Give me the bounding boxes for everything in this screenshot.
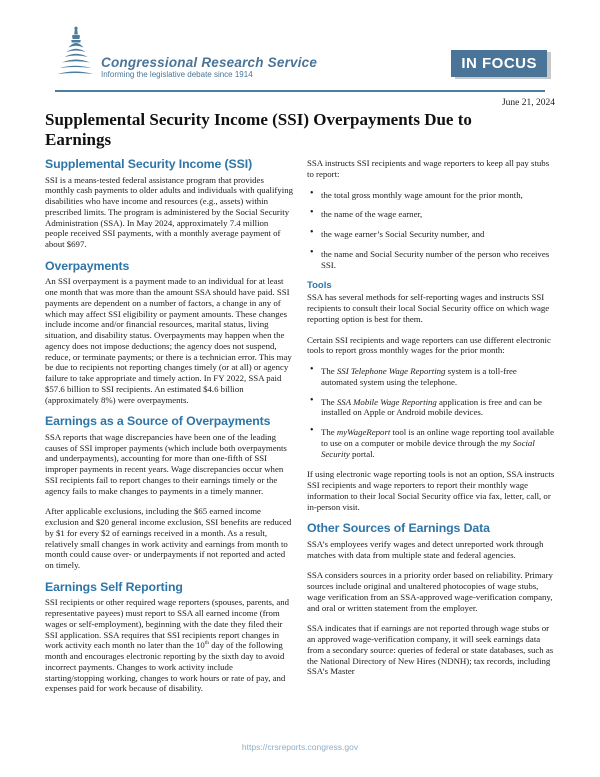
text-run: After applicable exclusions, including the $65 earned income exclusion and $20 general income exclusion, SSI benefits are reduced by $1 for every $2 of earnings received in a month. As a result, relatively small changes in work activity and earnings from month to month could cause over- or underpayments if not reported and acted on timely. (45, 506, 292, 570)
text-run: An SSI overpayment is a payment made to an individual for at least one month that was more than the amount SSA should have paid. SSI payments are dependent on a number of factors, a change in any of which may affect SSI eligibility or payment amounts. These changes include income and/or financial resources, marital status, living situation, and disability status. Overpayments may happen when the agency does not impose deductions; the agency does not suspend, reduce, or terminate payments; or there is a technician error. This may be due to recipients not reporting changes timely (or at all) or agency failure to take appropriate and timely action. In FY 2022, SSA paid $57.6 billion to SSI recipients. An estimated $4.6 billion (approximately 8%) were overpayments. (45, 276, 292, 405)
text-run: The (321, 396, 337, 407)
paragraph (45, 506, 293, 571)
paragraph (307, 335, 555, 357)
text-run: SSI recipients or other required wage reporters (spouses, parents, and representative payees) must report to SSA all earned income (from wages or self-employment), beginning with the date they filed their SSI application. SSA requires that SSI recipients report changes in work activity each month no later than the 10 (45, 597, 290, 651)
body-columns (45, 158, 555, 704)
paragraph (45, 432, 293, 497)
document-date: June 21, 2024 (501, 98, 555, 108)
page-title: Supplemental Security Income (SSI) Overpayments Due to Earnings (45, 110, 472, 149)
paragraph (307, 469, 555, 512)
text-run: SSA’s employees verify wages and detect unreported work through matches with data from multiple state and federal agencies. (307, 538, 544, 560)
paragraph (307, 158, 555, 180)
paragraph (45, 597, 293, 694)
bullet-list (307, 190, 555, 271)
crs-logo (55, 26, 317, 83)
org-tagline: Informing the legislative debate since 1914 (101, 70, 253, 79)
section-heading: Supplemental Security Income (SSI) (45, 157, 253, 171)
bullet-list (307, 366, 555, 459)
text-run: the total gross monthly wage amount for the prior month, (321, 189, 523, 200)
text-run: application is free and can be installed on Apple or Android mobile devices. (321, 396, 542, 418)
text-run: If using electronic wage reporting tools is not an option, SSA instructs SSI recipients and wage reporters to report their monthly wage information to their local Social Security office via fax, letter, call, or in-person visit. (307, 469, 555, 512)
text-run: myWageReport (336, 427, 391, 437)
bullet-item (307, 397, 555, 419)
paragraph (45, 175, 293, 250)
in-focus-badge: IN FOCUS (451, 50, 547, 77)
text-run: SSA has several methods for self-reporting wages and instructs SSI recipients to consult their local Social Security office on which wage reporting option is best for them. (307, 292, 550, 324)
text-run: tool is an online wage reporting tool available to use on a computer or mobile device through the (321, 427, 554, 448)
section-heading: Earnings Self Reporting (45, 579, 183, 594)
text-run: SSA reports that wage discrepancies have been one of the leading causes of SSI improper payments (which include both overpayments and underpayments), accounting for more than one-fifth of SSI improper payments in recent years. Wage discrepancies occur when SSI recipients fail to report changes to their earnings timely or the agency fails to make changes to payments in a timely manner. (45, 431, 287, 496)
text-run: the name of the wage earner, (321, 209, 423, 220)
column-left (45, 158, 293, 704)
bullet-item (307, 427, 555, 459)
section-heading: Earnings as a Source of Overpayments (45, 414, 271, 429)
paragraph (307, 539, 555, 561)
masthead (45, 26, 555, 83)
paragraph (45, 276, 293, 405)
section-heading: Other Sources of Earnings Data (307, 521, 490, 536)
text-run: th (204, 640, 210, 647)
bullet-item (307, 366, 555, 388)
text-run: Certain SSI recipients and wage reporters can use different electronic tools to report gross monthly wages for the prior month: (307, 334, 551, 356)
header-rule (55, 90, 545, 92)
text-run: SSA considers sources in a priority order based on reliability. Primary sources include original and unaltered photocopies of wage stubs, wage verification from an SSA-approved wage-verification company, and oral or written statement from the employer. (307, 570, 553, 613)
bullet-item (307, 229, 555, 240)
text-run: SSI Telephone Wage Reporting (336, 366, 446, 376)
column-right (307, 158, 555, 687)
text-run: system is a toll-free automated system using the telephone. (321, 366, 517, 387)
section-heading: Tools (307, 280, 332, 292)
org-name: Congressional Research Service (101, 55, 318, 70)
bullet-item (307, 249, 555, 271)
bullet-item (307, 209, 555, 220)
text-run: The (321, 427, 337, 437)
text-run: SSA indicates that if earnings are not reported through wage stubs or an approved wage-verification company, it will seek earnings data from a secondary source: queries of federal or state databases, such as the National Directory of New Hires (NDNH); tax records, including SSA’s Master (307, 623, 554, 677)
text-run: my Social Security (321, 437, 535, 459)
text-run: SSA Mobile Wage Reporting (336, 396, 437, 407)
text-run: the name and Social Security number of the person who receives SSI. (321, 248, 550, 270)
bullet-item (307, 190, 555, 201)
footer-url[interactable]: https://crsreports.congress.gov (241, 742, 359, 752)
text-run: day of the following month and encourages electronic reporting by the sixth day to avoid incorrect payments. Changes to work activity include starting/stopping working, changes to work hours or rate of pay, and expenses paid for work because of disability. (45, 640, 286, 694)
capitol-dome-icon (55, 26, 95, 83)
paragraph (307, 570, 555, 613)
text-run: The (321, 366, 337, 376)
crs-wordmark (101, 56, 317, 83)
paragraph (307, 292, 555, 324)
text-run: portal. (349, 448, 375, 459)
text-run: SSA instructs SSI recipients and wage reporters to keep all pay stubs to report: (307, 158, 550, 179)
paragraph (307, 623, 555, 677)
section-heading: Overpayments (45, 258, 130, 273)
text-run: SSI is a means-tested federal assistance program that provides monthly cash payments to older adults and individuals with qualifying disabilities who have income and resources (e.g., assets) within prescribed limits. The program is administered by the Social Security Administration (SSA). In May 2024, approximately 7.4 million people received SSI payments, with a monthly average payment of about $697. (45, 174, 293, 249)
text-run: the wage earner’s Social Security number, and (321, 229, 485, 239)
